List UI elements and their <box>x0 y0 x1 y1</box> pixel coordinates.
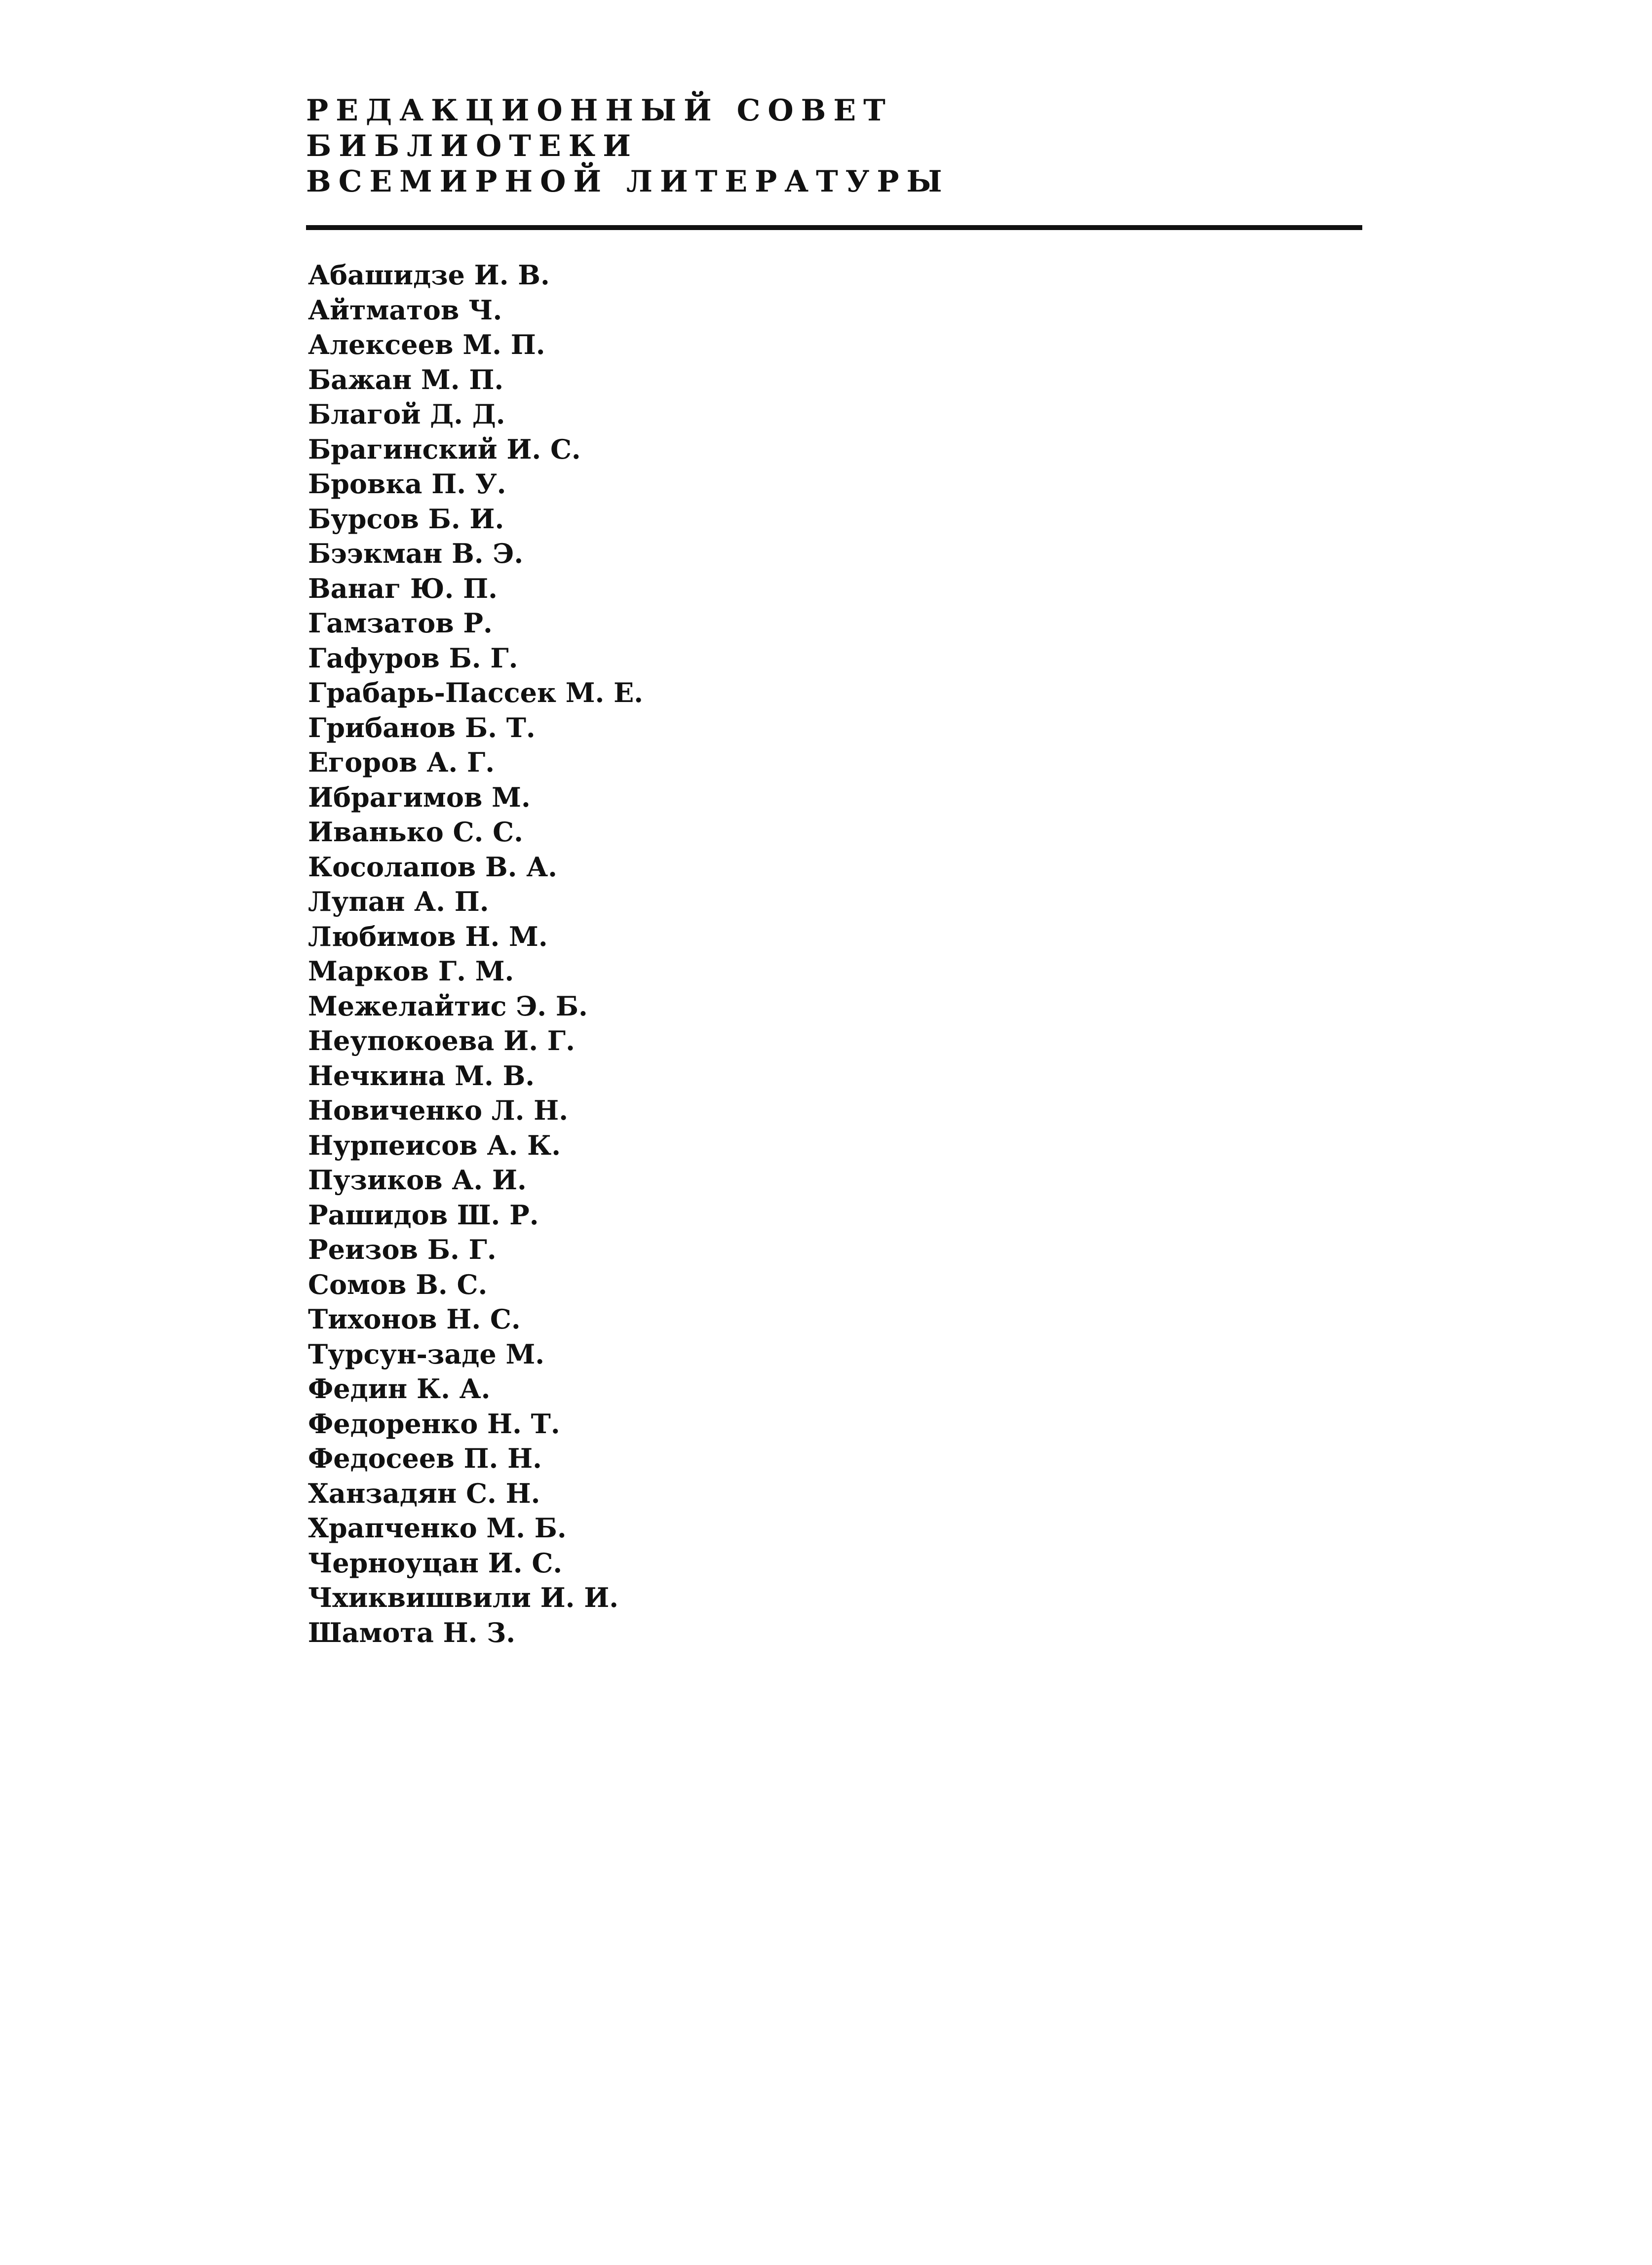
council-member-name: Любимов Н. М. <box>308 920 548 952</box>
council-member-name: Гафуров Б. Г. <box>308 642 518 674</box>
heading-line-3: ВСЕМИРНОЙ ЛИТЕРАТУРЫ <box>306 164 950 199</box>
council-member-name: Тихонов Н. С. <box>308 1303 521 1335</box>
council-member-name: Пузиков А. И. <box>308 1164 527 1196</box>
council-member-name: Рашидов Ш. Р. <box>308 1199 539 1231</box>
council-member-name: Алексеев М. П. <box>308 329 545 360</box>
council-member-name: Ибрагимов М. <box>308 781 531 813</box>
council-member-name: Реизов Б. Г. <box>308 1234 497 1265</box>
council-member-name: Иванько С. С. <box>308 816 523 848</box>
council-member-name: Федин К. А. <box>308 1373 491 1405</box>
council-member-name: Егоров А. Г. <box>308 746 495 778</box>
council-heading <box>306 93 1372 199</box>
council-member-name: Межелайтис Э. Б. <box>308 990 588 1022</box>
council-member-name: Бажан М. П. <box>308 363 504 395</box>
council-member-name: Марков Г. М. <box>308 955 514 987</box>
council-member-name: Неупокоева И. Г. <box>308 1025 575 1056</box>
council-member-name: Турсун-заде М. <box>308 1338 545 1370</box>
heading-line-1: РЕДАКЦИОННЫЙ СОВЕТ <box>306 93 893 128</box>
council-member-name: Федоренко Н. Т. <box>308 1407 560 1440</box>
council-member-name: Бээкман В. Э. <box>308 538 524 569</box>
council-member-name: Сомов В. С. <box>308 1268 488 1300</box>
council-member-name: Косолапов В. А. <box>308 851 557 883</box>
council-member-name: Лупан А. П. <box>308 886 489 917</box>
council-member-name: Абашидзе И. В. <box>308 259 550 291</box>
council-member-name: Нечкина М. В. <box>308 1059 535 1092</box>
council-member-name: Храпченко М. Б. <box>308 1512 567 1544</box>
council-member-name: Шамота Н. З. <box>308 1616 516 1648</box>
council-member-name: Ванаг Ю. П. <box>308 572 498 604</box>
council-member-list <box>308 258 643 1650</box>
council-member-name: Бурсов Б. И. <box>308 503 504 535</box>
council-member-name: Айтматов Ч. <box>308 294 502 326</box>
council-member-name: Грабарь-Пассек М. Е. <box>308 677 644 708</box>
council-member-name: Брагинский И. С. <box>308 433 581 465</box>
council-member-name: Бровка П. У. <box>308 468 506 500</box>
council-member-name: Чхиквишвили И. И. <box>308 1582 619 1613</box>
heading-divider <box>306 225 1362 230</box>
heading-line-2: БИБЛИОТЕКИ <box>306 129 638 163</box>
council-member-name: Ханзадян С. Н. <box>308 1477 540 1509</box>
council-member-name: Гамзатов Р. <box>308 607 493 639</box>
council-member-name: Нурпеисов А. К. <box>308 1129 561 1161</box>
council-member-name: Новиченко Л. Н. <box>308 1094 569 1126</box>
council-member-name: Благой Д. Д. <box>308 398 505 430</box>
council-member-name: Черноуцан И. С. <box>308 1547 563 1579</box>
council-member-name: Грибанов Б. Т. <box>308 711 536 743</box>
council-member-name: Федосеев П. Н. <box>308 1443 542 1474</box>
